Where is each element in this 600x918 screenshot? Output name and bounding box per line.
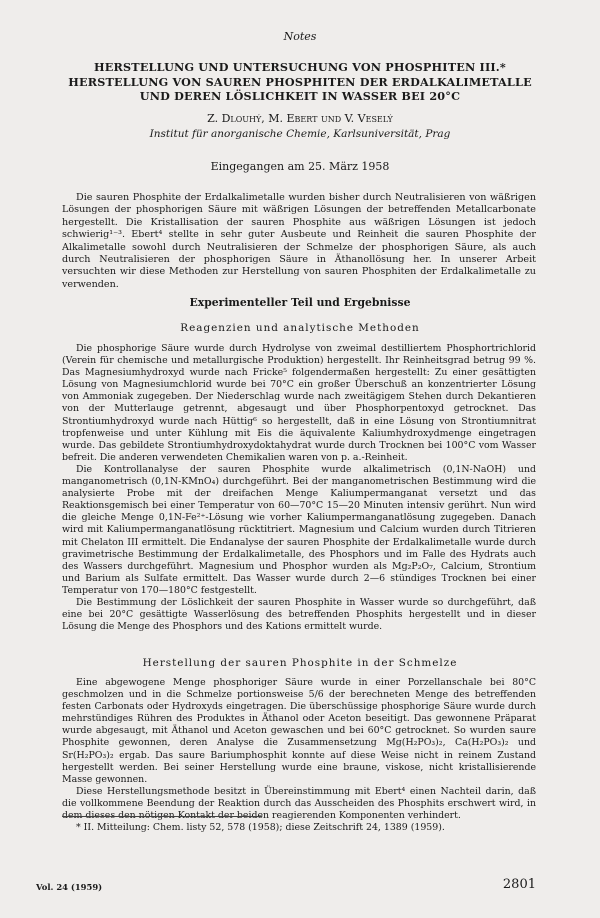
received-date: Eingegangen am 25. März 1958: [210, 160, 390, 173]
paragraph: Eine abgewogene Menge phosphoriger Säure wurde in einer Porzellanschale bei 80°C geschmolzen und in die Schmelze portionsweise 5/6 der berechneten Menge des betreffenden festen Carbonats oder Hydroxyds eingetragen. Die überschüssige phosphorige Säure wurde durch mehrstündiges Rühren des Produktes in Äthanol oder Aceton beseitigt. Das gewonnene Präparat wurde abgesaugt, mit Äthanol und Aceton gewaschen und bei 60°C getrocknet. So wurden saure Phosphite gewonnen, deren Analyse die Zusammensetzung Mg(H₂PO₃)₂, Ca(H₂PO₃)₂ und Sr(H₂PO₃)₂ ergab. Das saure Bariumphosphit konnte auf diese Weise nicht in reinem Zustand hergestellt werden. Bei seiner Herstellung wurde eine braune, viskose, nicht kristallisierende Masse gewonnen.: [62, 677, 536, 785]
page-number: 2801: [502, 877, 536, 892]
abstract: Die sauren Phosphite der Erdalkalimetalle wurden bisher durch Neutralisieren von wäßrigen Lösungen der phosphorigen Säure mit wäßrigen Lösungen der betreffenden Metallcarbonate hergestellt. Die Kristallisation der sauren Phosphite aus wäßrigen Lösungen ist jedoch schwierig¹⁻³. Ebert⁴ stellte in sehr guter Ausbeute und Reinheit die sauren Phosphite der Alkalimetalle sowohl durch Neutralisieren der Schmelze der phosphorigen Säure, als auch durch Neutralisieren der phosphorigen Säure in Äthanollösung her. In unserer Arbeit versuchten wir diese Methoden zur Herstellung von sauren Phosphiten der Erdalkalimetalle zu verwenden.: [62, 192, 536, 290]
footnote-rule: [62, 816, 262, 817]
body-block-2: [62, 677, 536, 822]
paragraph: Diese Herstellungsmethode besitzt in Übereinstimmung mit Ebert⁴ einen Nachteil darin, daß die vollkommene Beendung der Reaktion durch das Ausscheiden des Phosphits erschwert wird, in dem dieses den nötigen Kontakt der beiden reagierenden Komponenten verhindert.: [62, 785, 536, 822]
title-line-2: HERSTELLUNG VON SAUREN PHOSPHITEN DER ERDALKALIMETALLE: [68, 74, 532, 89]
title-line-3: UND DEREN LÖSLICHKEIT IN WASSER BEI 20°C: [139, 89, 461, 103]
volume-label: Vol. 24 (1959): [36, 882, 103, 892]
title-line-1: HERSTELLUNG UND UNTERSUCHUNG VON PHOSPHITEN III.*: [94, 60, 506, 74]
paragraph: Die Bestimmung der Löslichkeit der sauren Phosphite in Wasser wurde so durchgeführt, daß eine bei 20°C gesättigte Wasserlösung des betreffenden Phosphits hergestellt und in dieser Lösung die Menge des Phosphors und des Kations ermittelt wurde.: [62, 596, 536, 633]
article-title: [56, 60, 544, 104]
institute: Institut für anorganische Chemie, Karlsuniversität, Prag: [149, 128, 451, 140]
subsection-title-2: Herstellung der sauren Phosphite in der Schmelze: [142, 657, 458, 669]
subsection-title-1: Reagenzien und analytische Methoden: [180, 322, 420, 334]
running-head: Notes: [283, 30, 317, 43]
body-block-1: [62, 343, 536, 633]
paragraph: Die Kontrollanalyse der sauren Phosphite wurde alkalimetrisch (0,1N-NaOH) und manganometrisch (0,1N-KMnO₄) durchgeführt. Bei der manganometrischen Bestimmung wird die analysierte Probe mit der dreifachen Menge Kaliumpermanganat versetzt und das Reaktionsgemisch bei einer Temperatur von 60—70°C 15—20 Minuten intensiv gerührt. Nun wird die gleiche Menge 0,1N-Fe²⁺-Lösung wie vorher Kaliumpermanganatlösung zugegeben. Danach wird mit Kaliumpermanganatlösung rücktitriert. Magnesium und Calcium wurden durch Titrieren mit Chelaton III ermittelt. Die Endanalyse der sauren Phosphite der Erdalkalimetalle wurde durch gravimetrische Bestimmung der Erdalkalimetalle, des Phosphors und im Falle des Hydrats auch des Wassers durchgeführt. Magnesium und Phosphor wurden als Mg₂P₂O₇, Calcium, Strontium und Barium als Sulfate ermittelt. Das Wasser wurde durch 2—6 stündiges Trocknen bei einer Temperatur von 170—180°C festgestellt.: [62, 463, 536, 596]
section-title: Experimenteller Teil und Ergebnisse: [189, 296, 411, 309]
footnote: * II. Mitteilung: Chem. listy 52, 578 (1958); diese Zeitschrift 24, 1389 (1959).: [76, 822, 445, 833]
paragraph: Die phosphorige Säure wurde durch Hydrolyse von zweimal destilliertem Phosphortrichlorid (Verein für chemische und metallurgische Produktion) hergestellt. Ihr Reinheitsgrad betrug 99 %. Das Magnesiumhydroxyd wurde nach Fricke⁵ folgendermaßen hergestellt: Zu einer gesättigten Lösung von Magnesiumchlorid wurde bei 70°C ein großer Überschuß an konzentrierter Lösung von Ammoniak zugegeben. Der Niederschlag wurde nach zweitägigem Stehen durch Dekantieren von der Mutterlauge getrennt, abgesaugt und über Phosphorpentoxyd getrocknet. Das Strontiumhydroxyd wurde nach Hüttig⁶ so hergestellt, daß in eine Lösung von Strontiumnitrat tropfenweise und unter Kühlung mit Eis die äquivalente Kaliumhydroxydmenge eingetragen wurde. Das gebildete Strontiumhydroxydoktahydrat wurde durch Trocknen bei 100°C vom Wasser befreit. Die anderen verwendeten Chemikalien waren von p. a.-Reinheit.: [62, 343, 536, 463]
authors: Z. Dlouhý, M. Ebert und V. Veselý: [207, 112, 393, 125]
